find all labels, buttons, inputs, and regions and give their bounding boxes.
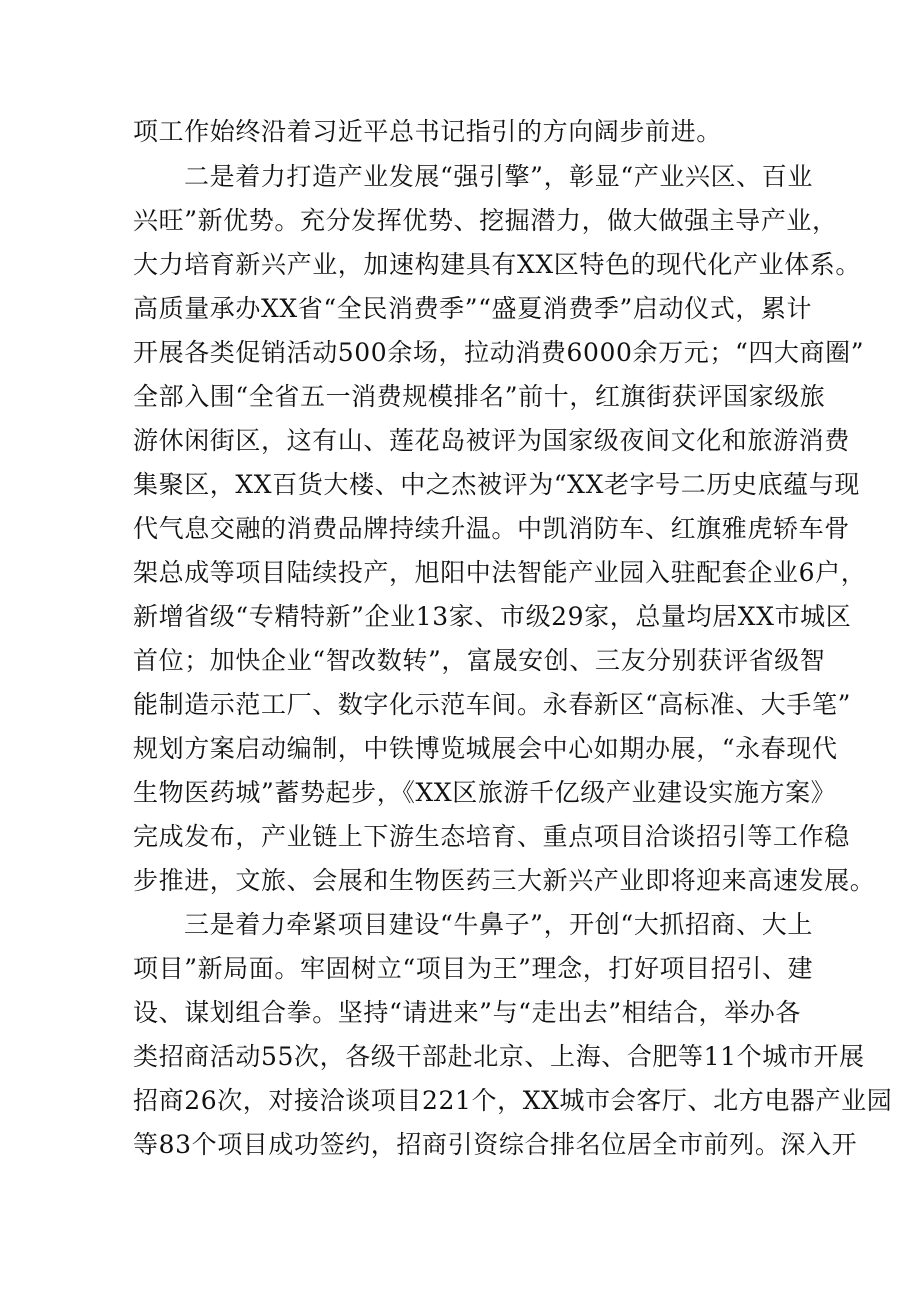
text-line: 大力培育新兴产业，加速构建具有XX区特色的现代化产业体系。 xyxy=(133,250,861,279)
text-line: 类招商活动55次，各级干部赴北京、上海、合肥等11个城市开展 xyxy=(133,1042,865,1071)
text-line: 高质量承办XX省“全民消费季”“盛夏消费季”启动仪式，累计 xyxy=(133,294,813,323)
text-line: 设、谋划组合拳。坚持“请进来”与“走出去”相结合，举办各 xyxy=(133,998,801,1027)
text-line: 生物医药城”蓄势起步，《XX区旅游千亿级产业建设实施方案》 xyxy=(133,778,837,807)
text-line: 集聚区，XX百货大楼、中之杰被评为“XX老字号二历史底蕴与现 xyxy=(133,470,860,499)
text-line: 代气息交融的消费品牌持续升温。中凯消防车、红旗雅虎轿车骨 xyxy=(133,514,850,543)
text-line: 完成发布，产业链上下游生态培育、重点项目洽谈招引等工作稳 xyxy=(133,822,850,851)
text-line: 项目”新局面。牢固树立“项目为王”理念，打好项目招引、建 xyxy=(133,954,814,983)
text-line: 开展各类促销活动500余场，拉动消费6000余万元；“四大商圈” xyxy=(133,338,865,367)
text-line: 游休闲街区，这有山、莲花岛被评为国家级夜间文化和旅游消费 xyxy=(133,426,850,455)
text-line: 招商26次，对接洽谈项目221个，XX城市会客厅、北方电器产业园 xyxy=(133,1086,893,1115)
paragraph-start-line: 二是着力打造产业发展“强引擎”，彰显“产业兴区、百业 xyxy=(184,162,813,191)
paragraph-start-line: 三是着力牵紧项目建设“牛鼻子”，开创“大抓招商、大上 xyxy=(184,910,813,939)
text-line: 兴旺”新优势。充分发挥优势、挖掘潜力，做大做强主导产业， xyxy=(133,206,838,235)
text-line: 步推进，文旅、会展和生物医药三大新兴产业即将迎来高速发展。 xyxy=(133,866,876,895)
text-line: 规划方案启动编制，中铁博览城展会中心如期办展，“永春现代 xyxy=(133,734,838,763)
text-line: 首位；加快企业“智改数转”，富晟安创、三友分别获评省级智 xyxy=(133,646,826,675)
text-line: 等83个项目成功签约，招商引资综合排名位居全市前列。深入开 xyxy=(133,1130,858,1159)
text-line: 架总成等项目陆续投产，旭阳中法智能产业园入驻配套企业6户， xyxy=(133,558,867,587)
text-line: 新增省级“专精特新”企业13家、市级29家，总量均居XX市城区 xyxy=(133,602,852,631)
text-line: 能制造示范工厂、数字化示范车间。永春新区“高标准、大手笔” xyxy=(133,690,851,719)
text-line: 全部入围“全省五一消费规模排名”前十，红旗街获评国家级旅 xyxy=(133,382,826,411)
text-line: 项工作始终沿着习近平总书记指引的方向阔步前进。 xyxy=(133,117,722,146)
